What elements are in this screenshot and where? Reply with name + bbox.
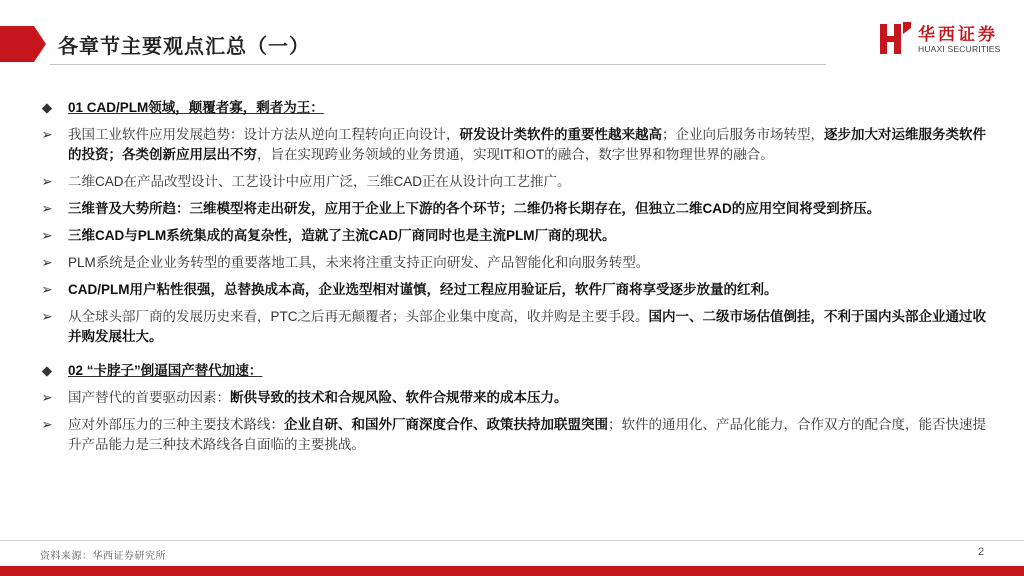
source-note: 资料来源：华西证券研究所 (40, 551, 166, 562)
plain-text: ，旨在实现跨业务领域的业务贯通，实现IT和OT的融合，数字世界和物理世界的融合。 (257, 147, 774, 162)
item-text (68, 417, 986, 452)
arrow-bullet-icon: ➢ (41, 255, 53, 270)
section-heading (38, 98, 988, 118)
emphasis-text: 三维CAD与PLM系统集成的高复杂性，造就了主流CAD厂商同时也是主流PLM厂商的现状。 (68, 228, 616, 243)
plain-text: ；软件的通用化、产品化能力，合作双方的配合度，能否快速提升产品能力是三种技术路线各自面临的主要挑战。 (68, 417, 986, 452)
item-text (68, 127, 986, 162)
plain-text: ；企业向后服务市场转型， (662, 127, 824, 142)
page-number: 2 (978, 546, 985, 558)
footer-divider (0, 540, 1024, 541)
item-text (68, 201, 880, 216)
list-item (38, 388, 988, 408)
plain-text: 从全球头部厂商的发展历史来看，PTC之后再无颠覆者；头部企业集中度高，收并购是主要手段。 (68, 309, 649, 324)
emphasis-text: 逐步加大对运维服务类软件的投资；各类创新应用层出不穷 (68, 127, 986, 162)
emphasis-text: 01 CAD/PLM领域，颠覆者寡，剩者为王： (68, 100, 324, 115)
item-text (68, 228, 616, 243)
emphasis-text: 企业自研、和国外厂商深度合作、政策扶持加联盟突围 (284, 417, 608, 432)
arrow-bullet-icon: ➢ (41, 127, 53, 142)
plain-text: 二维CAD在产品改型设计、工艺设计中应用广泛，三维CAD正在从设计向工艺推广。 (68, 174, 571, 189)
item-text (68, 255, 649, 270)
huaxi-logo-icon (878, 20, 912, 58)
item-text (68, 309, 986, 344)
diamond-bullet-icon: ◆ (41, 100, 53, 115)
list-item (38, 253, 988, 273)
arrow-bullet-icon: ➢ (41, 201, 53, 216)
company-logo (878, 18, 1008, 62)
arrow-bullet-icon: ➢ (41, 309, 53, 324)
item-text (68, 100, 324, 115)
diamond-bullet-icon: ◆ (41, 363, 53, 378)
plain-text: 国产替代的首要驱动因素： (68, 390, 230, 405)
plain-text: PLM系统是企业业务转型的重要落地工具，未来将注重支持正向研发、产品智能化和向服务转型。 (68, 255, 650, 270)
emphasis-text: CAD/PLM用户粘性很强，总替换成本高，企业选型相对谨慎，经过工程应用验证后，软件厂商将享受逐步放量的红利。 (68, 282, 778, 297)
list-item (38, 172, 988, 192)
emphasis-text: 研发设计类软件的重要性越来越高 (459, 127, 662, 142)
title-divider (50, 64, 826, 65)
item-text (68, 282, 778, 297)
plain-text: 我国工业软件应用发展趋势：设计方法从逆向工程转向正向设计， (68, 127, 460, 142)
list-item (38, 415, 988, 455)
emphasis-text: 三维普及大势所趋：三维模型将走出研发，应用于企业上下游的各个环节；二维仍将长期存在，但独立二维CAD的应用空间将受到挤压。 (68, 201, 881, 216)
logo-english-text: HUAXI SECURITIES (918, 44, 1001, 54)
page-title: 各章节主要观点汇总（一） (58, 36, 310, 58)
item-text (68, 174, 571, 189)
list-item (38, 199, 988, 219)
arrow-bullet-icon: ➢ (41, 228, 53, 243)
arrow-bullet-icon: ➢ (41, 417, 53, 432)
arrow-bullet-icon: ➢ (41, 174, 53, 189)
emphasis-text: 断供导致的技术和合规风险、软件合规带来的成本压力。 (230, 390, 568, 405)
header-accent-tab (0, 26, 46, 62)
item-text (68, 363, 262, 378)
arrow-bullet-icon: ➢ (41, 282, 53, 297)
summary-list (38, 98, 988, 462)
list-item (38, 125, 988, 165)
list-item (38, 280, 988, 300)
emphasis-text: 国内一、二级市场估值倒挂，不利于国内头部企业通过收并购发展壮大。 (68, 309, 986, 344)
list-item (38, 307, 988, 347)
arrow-bullet-icon: ➢ (41, 390, 53, 405)
plain-text: 应对外部压力的三种主要技术路线： (68, 417, 284, 432)
section-heading (38, 361, 988, 381)
footer-accent-bar (0, 566, 1024, 576)
emphasis-text: 02 “卡脖子”倒逼国产替代加速： (68, 363, 263, 378)
list-item (38, 226, 988, 246)
logo-chinese-text: 华西证券 (918, 25, 998, 44)
item-text (68, 390, 568, 405)
